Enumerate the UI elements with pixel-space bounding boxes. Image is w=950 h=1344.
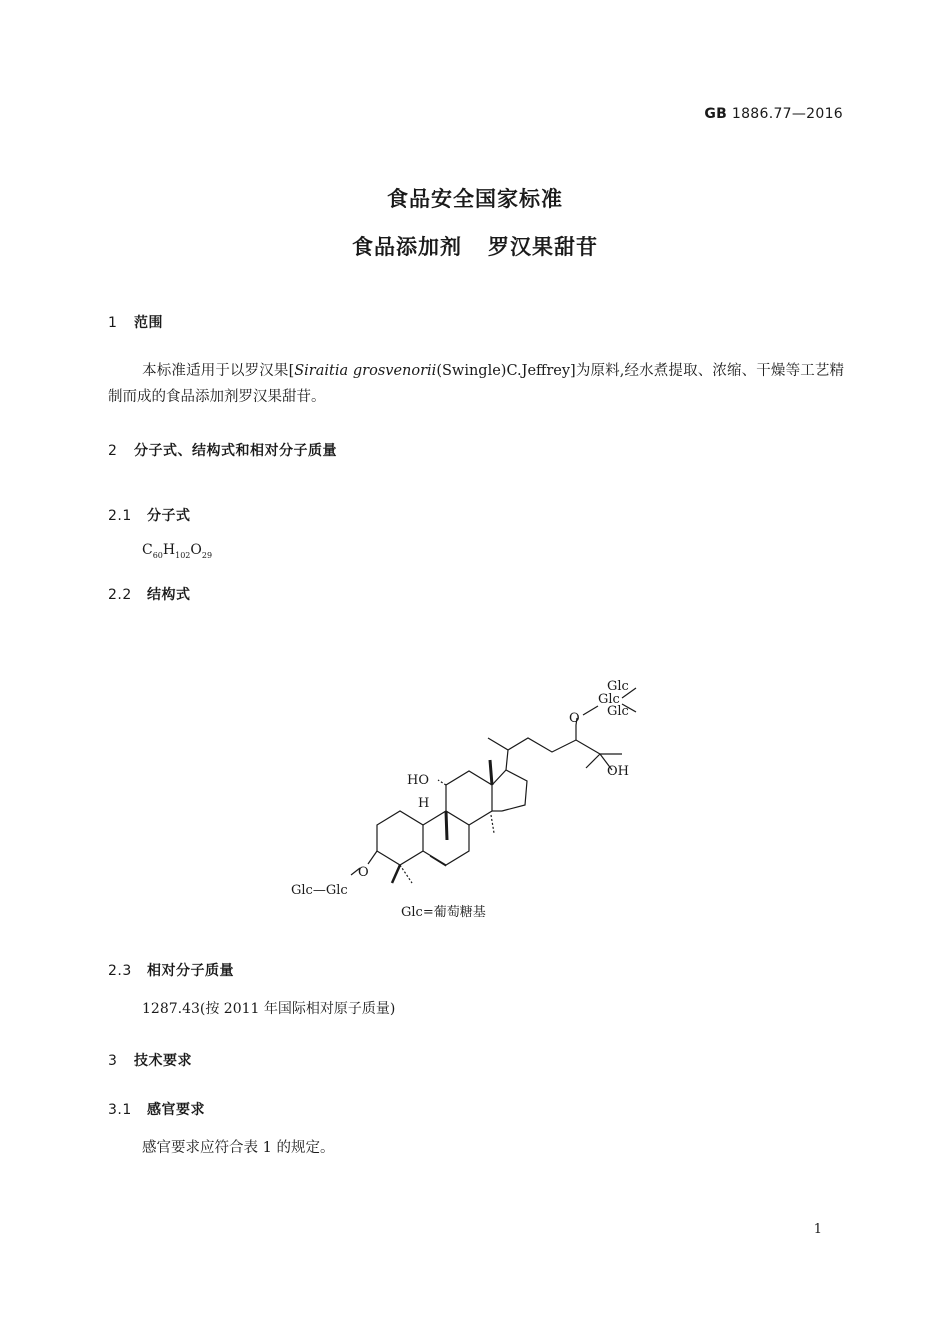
relative-molecular-mass: 1287.43(按 2011 年国际相对原子质量) [142,1001,396,1017]
structural-formula [280,670,680,925]
section-title: 结构式 [147,587,191,603]
scope-text-b: (Swingle)C.Jeffrey]为原料,经水煮提取、浓缩、干燥等工艺精制而成的食品添加剂罗汉果甜苷。 [108,363,844,405]
scope-text-a: 本标准适用于以罗汉果[ [142,363,295,379]
structure-glc-top: Glc [598,692,620,707]
section-2-2-heading [108,584,191,604]
scope-paragraph [108,358,844,410]
section-title: 分子式 [147,508,191,524]
section-3-heading [108,1050,192,1070]
section-number: 3.1 [108,1102,132,1118]
structure-glc-top-right1: Glc [607,679,629,694]
main-title: 食品安全国家标准 [387,187,563,211]
scope-latin-name: Siraitia grosvenorii [294,363,437,379]
section-3-1-heading [108,1099,205,1119]
sub-title-part1: 食品添加剂 [352,235,462,259]
section-title: 分子式、结构式和相对分子质量 [134,443,337,459]
section-1-heading [108,312,163,332]
section-title: 技术要求 [134,1053,192,1069]
section-number: 3 [108,1053,118,1069]
standard-prefix: GB [704,106,728,122]
sensory-requirement-text: 感官要求应符合表 1 的规定。 [142,1140,335,1156]
section-number: 2 [108,443,118,459]
section-title: 相对分子质量 [147,963,234,979]
section-2-1-heading [108,505,191,525]
sub-title [0,231,950,261]
page-number: 1 [813,1222,822,1237]
structure-h: H [418,796,430,811]
standard-code [704,106,843,122]
section-title: 感官要求 [147,1102,205,1118]
section-2-3-heading [108,960,234,980]
structure-o-bottom: O [358,865,369,880]
section-2-heading [108,440,337,460]
structure-glc-top-right2: Glc [607,704,629,719]
section-title: 范围 [134,315,163,331]
section-number: 1 [108,315,118,331]
standard-number: 1886.77—2016 [731,106,843,122]
structure-oh: OH [607,764,629,779]
section-number: 2.2 [108,587,132,603]
section-number: 2.3 [108,963,132,979]
structure-legend: Glc=葡萄糖基 [401,905,486,920]
molecular-formula: $C_{60}H_{102}O_{29}$ [142,542,213,560]
structure-ho: HO [407,773,429,788]
section-number: 2.1 [108,508,132,524]
structure-o-top: O [569,711,580,726]
structure-glc-chain: Glc—Glc [291,883,348,898]
sub-title-part2: 罗汉果甜苷 [488,235,598,259]
